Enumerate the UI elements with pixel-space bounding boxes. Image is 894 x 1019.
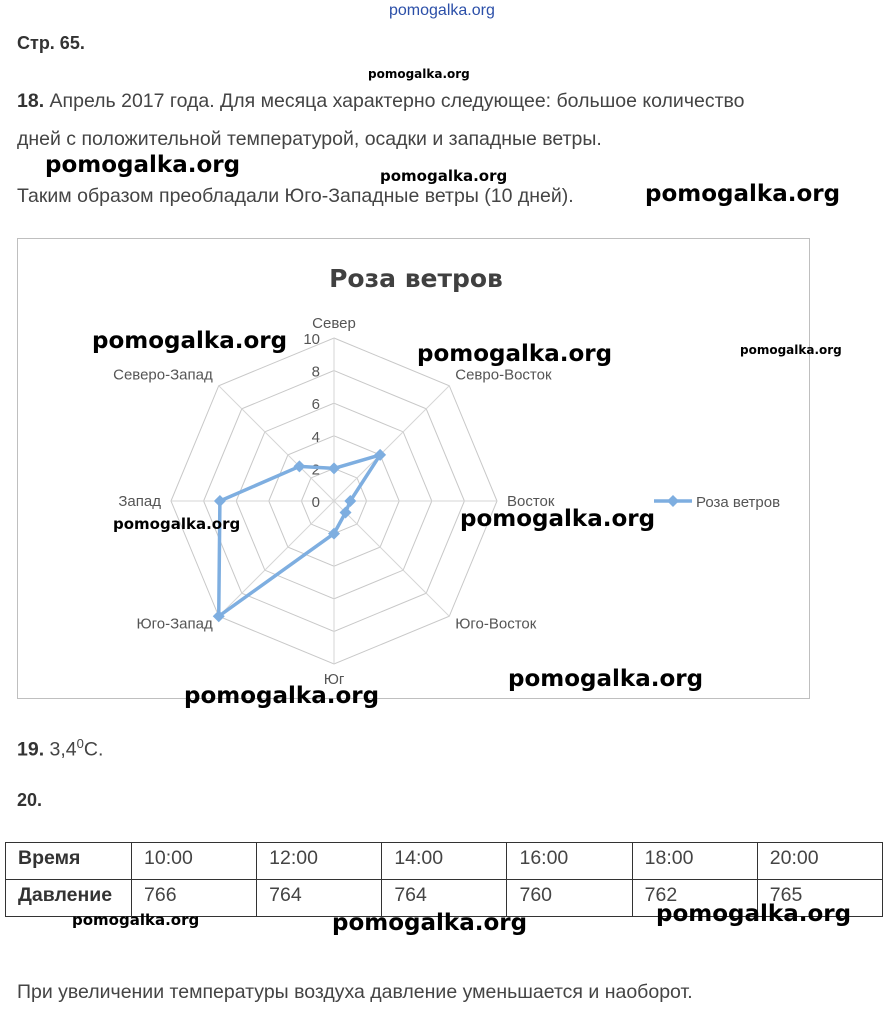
tick-label: 8	[311, 363, 320, 381]
task19-value: 3,4	[49, 738, 77, 761]
task20-number: 20.	[17, 790, 43, 810]
table-header-time: Время	[6, 843, 132, 880]
series-point	[214, 495, 226, 507]
watermark-top[interactable]: pomogalka.org	[389, 2, 495, 19]
watermark: pomogalka.org	[72, 911, 200, 929]
table-cell-time: 10:00	[132, 843, 257, 880]
table-row	[6, 843, 883, 880]
series-point	[328, 462, 340, 474]
table-cell-time: 14:00	[382, 843, 507, 880]
task19-unit: С.	[83, 738, 104, 761]
table-cell-time: 16:00	[507, 843, 632, 880]
category-label: Северо-Запад	[113, 366, 213, 384]
table-cell-pressure: 760	[507, 880, 632, 917]
category-label: Севро-Восток	[455, 366, 552, 384]
tick-label: 6	[311, 396, 320, 414]
watermark: pomogalka.org	[645, 181, 841, 207]
watermark: pomogalka.org	[656, 901, 852, 927]
watermark: pomogalka.org	[332, 910, 528, 936]
category-label: Восток	[507, 493, 555, 510]
task19-degree: 0	[76, 736, 84, 751]
task19-answer	[17, 725, 103, 769]
task18-number: 18.	[17, 90, 45, 112]
watermark: pomogalka.org	[113, 515, 241, 533]
watermark: pomogalka.org	[460, 506, 656, 532]
watermark: pomogalka.org	[184, 683, 380, 709]
watermark: pomogalka.org	[508, 666, 704, 692]
wind-rose-svg	[18, 239, 809, 698]
tick-label: 2	[311, 461, 320, 479]
table-cell-pressure: 764	[257, 880, 382, 917]
task19-number: 19.	[17, 738, 45, 761]
category-label: Юг	[323, 671, 345, 688]
category-label: Юго-Восток	[455, 615, 537, 633]
table-cell-time: 12:00	[257, 843, 382, 880]
legend-label: Роза ветров	[696, 494, 781, 511]
tick-label: 0	[311, 494, 320, 511]
task18-paragraph	[17, 82, 873, 120]
task18-line2: дней с положительной температурой, осадки и западные ветры.	[17, 128, 602, 150]
watermark: pomogalka.org	[380, 167, 508, 185]
watermark: pomogalka.org	[368, 67, 470, 81]
watermark: pomogalka.org	[740, 343, 842, 357]
table-cell-pressure: 764	[382, 880, 507, 917]
table-cell-time: 20:00	[757, 843, 882, 880]
watermark: pomogalka.org	[92, 328, 288, 354]
task18-line1: Апрель 2017 года. Для месяца характерно следующее: большое количество	[49, 90, 745, 112]
wind-rose-chart	[17, 238, 810, 699]
task18-conclusion: Таким образом преобладали Юго-Западные ветры (10 дней).	[17, 185, 574, 207]
category-label: Запад	[118, 493, 161, 510]
table-header-pressure: Давление	[6, 880, 132, 917]
category-label: Север	[312, 315, 356, 332]
legend-marker	[667, 495, 679, 507]
table-cell-pressure: 762	[632, 880, 757, 917]
task20-conclusion: При увеличении температуры воздуха давление уменьшается и наоборот.	[17, 981, 693, 1003]
page-reference: Стр. 65.	[17, 33, 85, 53]
table-cell-pressure: 765	[757, 880, 882, 917]
table-cell-time: 18:00	[632, 843, 757, 880]
tick-label: 4	[311, 428, 320, 446]
chart-title: Роза ветров	[329, 264, 503, 293]
watermark: pomogalka.org	[417, 341, 613, 367]
table-cell-pressure: 766	[132, 880, 257, 917]
watermark: pomogalka.org	[45, 152, 241, 178]
tick-label: 10	[303, 331, 320, 348]
category-label: Юго-Запад	[136, 615, 213, 633]
